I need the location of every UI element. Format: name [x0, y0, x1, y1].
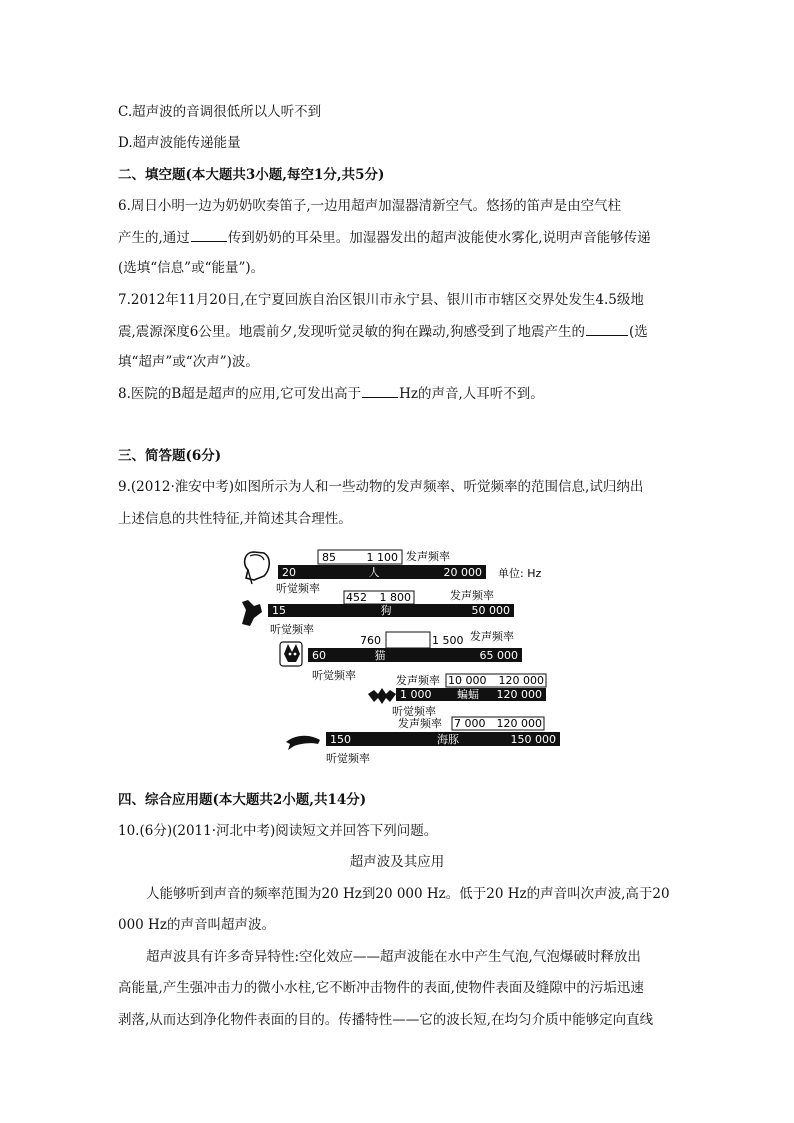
section-3-heading: 三、简答题(6分) — [118, 448, 222, 464]
human-speak-lo: 85 — [322, 551, 336, 564]
row-human — [245, 549, 542, 584]
human-name: 人 — [368, 566, 380, 579]
q6-line-1: 6.周日小明一边为奶奶吹奏笛子,一边用超声加湿器清新空气。悠扬的笛声是由空气柱 — [118, 198, 622, 214]
bat-hear-label: 听觉频率 — [392, 705, 436, 718]
cat-speak-lo: 760 — [360, 634, 381, 647]
human-head-icon — [245, 552, 270, 584]
dolphin-speak-lo: 7 000 — [454, 717, 486, 730]
blank — [586, 322, 628, 336]
human-hear-hi: 20 000 — [443, 566, 482, 579]
cat-icon — [280, 642, 302, 666]
q7-line-2: 震,震源深度6公里。地震前夕,发现听觉灵敏的狗在躁动,狗感受到了地震产生的 (选 — [118, 324, 648, 340]
dog-icon — [242, 600, 262, 626]
section-4-heading: 四、综合应用题(本大题共2小题,共14分) — [118, 792, 367, 808]
bat-name: 蝙蝠 — [457, 688, 479, 701]
para-1-line-2: 000 Hz的声音叫超声波。 — [118, 917, 275, 933]
q6-line-3: (选填“信息”或“能量”)。 — [118, 260, 265, 276]
option-c: C.超声波的音调很低所以人听不到 — [118, 104, 322, 120]
dolphin-speak-hi: 120 000 — [496, 717, 542, 730]
q7-line-3: 填“超声”或“次声”)波。 — [118, 354, 259, 370]
dog-hear-label-2: 听觉频率 — [270, 623, 314, 636]
dog-speak-hi: 1 800 — [379, 591, 411, 604]
option-d: D.超声波能传递能量 — [118, 135, 241, 151]
q8-line: 8.医院的B超是超声的应用,它可发出高于 Hz的声音,人耳听不到。 — [118, 386, 544, 402]
dolphin-hear-label: 听觉频率 — [326, 752, 370, 765]
dog-name: 狗 — [380, 604, 392, 617]
bat-speak-label: 发声频率 — [396, 674, 440, 687]
q10-line: 10.(6分)(2011·河北中考)阅读短文并回答下列问题。 — [118, 823, 438, 839]
human-speak-hi: 1 100 — [366, 551, 398, 564]
q9-line-1: 9.(2012·淮安中考)如图所示为人和一些动物的发声频率、听觉频率的范围信息,试归纳出 — [118, 479, 644, 495]
bat-speak-lo: 10 000 — [448, 674, 487, 687]
bat-hear-lo: 1 000 — [400, 688, 432, 701]
human-speak-label: 发声频率 — [406, 550, 450, 563]
dolphin-name: 海豚 — [437, 733, 459, 746]
unit-label: 单位: Hz — [498, 567, 542, 580]
dolphin-icon — [286, 736, 320, 750]
blank — [191, 228, 227, 242]
human-hear-lo: 20 — [282, 566, 296, 579]
frequency-figure — [240, 546, 570, 768]
cat-speak-box — [386, 632, 430, 648]
dog-hear-label: 听觉频率 — [276, 582, 320, 595]
dog-speak-lo: 452 — [346, 591, 367, 604]
row-dolphin — [286, 716, 560, 765]
article-title: 超声波及其应用 — [349, 854, 445, 870]
dolphin-hear-lo: 150 — [330, 733, 351, 746]
para-2-line-2: 高能量,产生强冲击力的微小水柱,它不断冲击物件的表面,使物件表面及缝隙中的污垢迅速 — [118, 980, 644, 996]
cat-speak-hi: 1 500 — [432, 634, 464, 647]
para-1-line-1: 人能够听到声音的频率范围为20 Hz到20 000 Hz。低于20 Hz的声音叫次声波,高于20 — [146, 886, 670, 902]
cat-hear-lo: 60 — [312, 649, 326, 662]
blank — [362, 384, 398, 398]
dolphin-speak-label: 发声频率 — [398, 717, 442, 730]
dog-hear-lo: 15 — [272, 604, 286, 617]
para-2-line-3: 剥落,从而达到净化物件表面的目的。传播特性——它的波长短,在均匀介质中能够定向直线 — [118, 1012, 654, 1028]
dog-hear-hi: 50 000 — [471, 604, 510, 617]
q7-line-1: 7.2012年11月20日,在宁夏回族自治区银川市永宁县、银川市市辖区交界处发生4.5级地 — [118, 292, 644, 308]
cat-speak-label: 发声频率 — [470, 630, 514, 643]
frequency-diagram — [240, 546, 570, 768]
bat-hear-hi: 120 000 — [496, 688, 542, 701]
bat-speak-hi: 120 000 — [498, 674, 544, 687]
dolphin-hear-hi: 150 000 — [510, 733, 556, 746]
q9-line-2: 上述信息的共性特征,并简述其合理性。 — [118, 511, 352, 527]
cat-name: 猫 — [374, 649, 386, 662]
section-2-heading: 二、填空题(本大题共3小题,每空1分,共5分) — [118, 167, 385, 183]
dog-speak-label: 发声频率 — [450, 589, 494, 602]
bat-icon — [368, 688, 396, 704]
cat-hear-hi: 65 000 — [479, 649, 518, 662]
cat-hear-label: 听觉频率 — [312, 669, 356, 682]
q6-line-2: 产生的,通过 传到奶奶的耳朵里。加湿器发出的超声波能使水雾化,说明声音能够传递 — [118, 230, 651, 246]
para-2-line-1: 超声波具有许多奇异特性:空化效应——超声波能在水中产生气泡,气泡爆破时释放出 — [146, 949, 641, 965]
row-bat — [368, 673, 546, 718]
row-dog — [242, 581, 514, 636]
